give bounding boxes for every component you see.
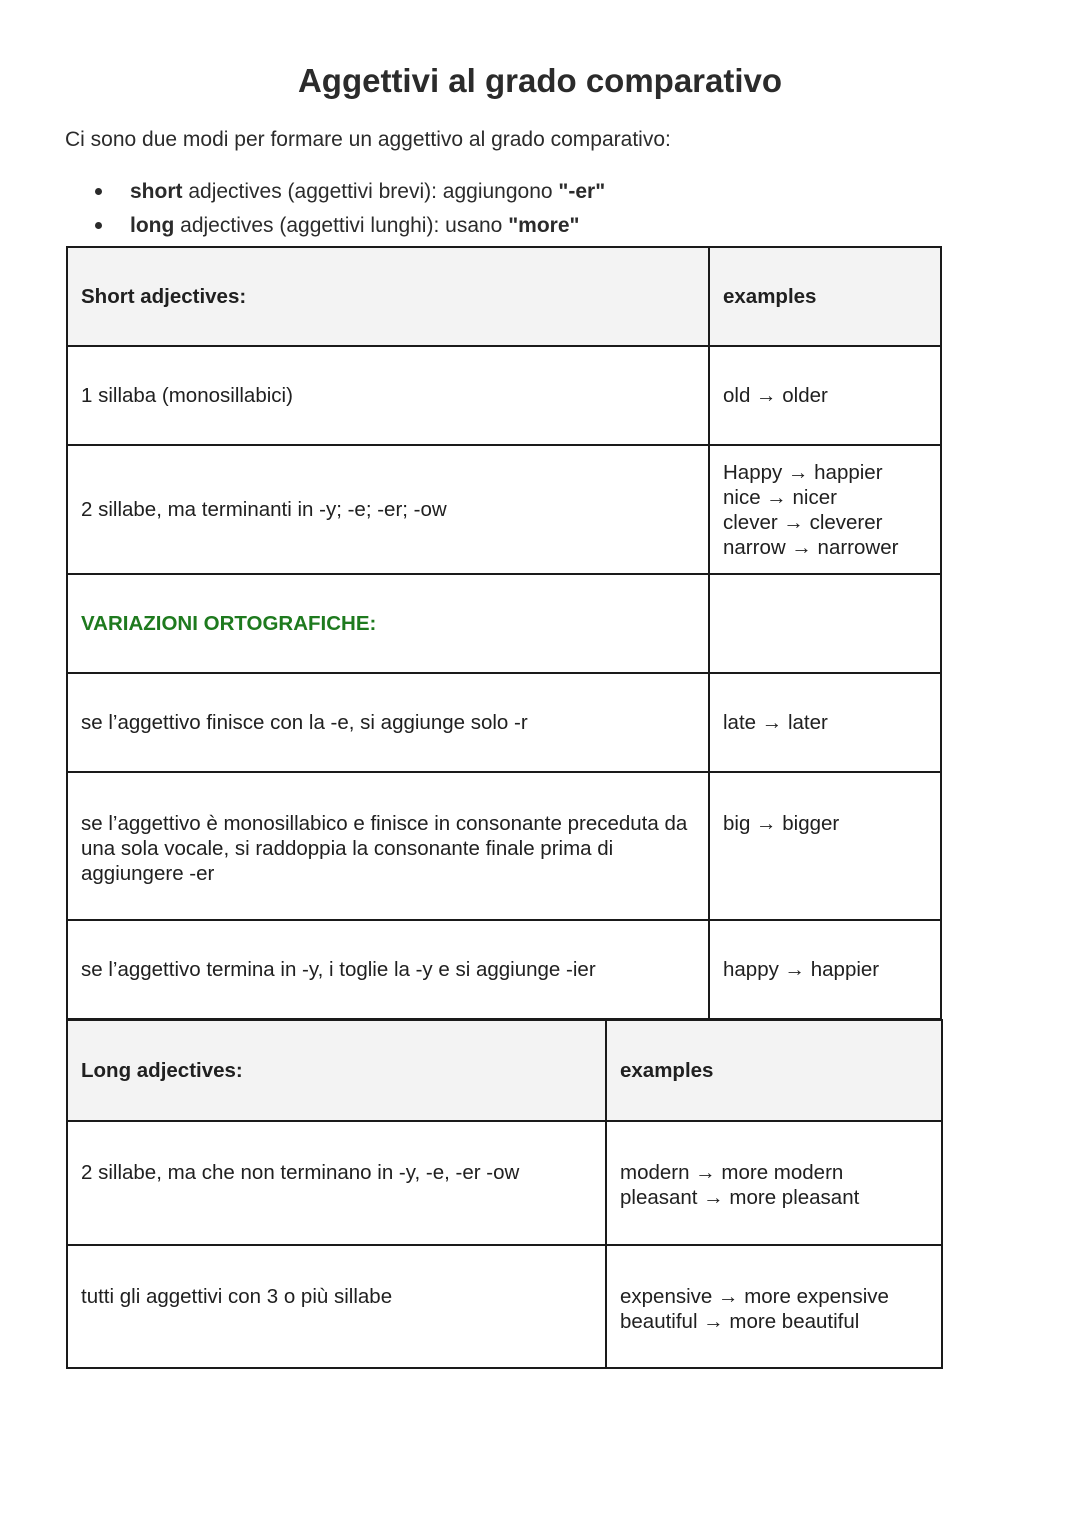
- example-line: expensive → more expensive: [620, 1285, 889, 1308]
- examples-cell: [709, 772, 941, 920]
- example-line: narrow → narrower: [723, 535, 899, 559]
- rule-cell: tutti gli aggettivi con 3 o più sillabe: [67, 1245, 606, 1368]
- bullet-list: [93, 178, 605, 246]
- table-header-row: [67, 1020, 942, 1121]
- example-line: Happy → happier: [723, 460, 883, 484]
- example-line: clever → cleverer: [723, 510, 883, 534]
- rule-cell: se l’aggettivo è monosillabico e finisce in consonante preceduta da una sola vocale, si raddoppia la consonante finale prima di aggiungere -er: [67, 772, 709, 920]
- page-title: Aggettivi al grado comparativo: [297, 62, 783, 99]
- examples-cell: [606, 1245, 942, 1368]
- table-row: [67, 1121, 942, 1245]
- table-header-row: [67, 247, 941, 346]
- bullet-item-long: [93, 212, 605, 246]
- rule-cell: se l’aggettivo termina in -y, i toglie la -y e si aggiunge -ier: [67, 920, 709, 1019]
- bullet-term: long: [130, 214, 175, 237]
- examples-cell: [709, 445, 941, 574]
- header-cell-rule: Long adjectives:: [67, 1020, 606, 1121]
- example-line: late → later: [723, 711, 828, 734]
- bullet-quote: "more": [508, 214, 580, 237]
- rule-cell: 2 sillabe, ma che non terminano in -y, -e, -er -ow: [67, 1121, 606, 1245]
- examples-cell: [709, 920, 941, 1019]
- example-line: nice → nicer: [723, 485, 837, 509]
- example-line: pleasant → more pleasant: [620, 1186, 860, 1209]
- bullet-text: adjectives (aggettivi lunghi): usano: [174, 214, 509, 237]
- example-line: happy → happier: [723, 958, 880, 981]
- examples-cell: [709, 673, 941, 772]
- short-adjectives-table: [66, 246, 942, 1020]
- bullet-item-short: [93, 178, 605, 212]
- table-row: [67, 772, 941, 920]
- table-row-section-heading: [67, 574, 941, 673]
- examples-cell: [606, 1121, 942, 1245]
- bullet-text: adjectives (aggettivi brevi): aggiungono: [182, 180, 559, 203]
- bullet-quote: "-er": [558, 180, 606, 203]
- rule-cell: 2 sillabe, ma terminanti in -y; -e; -er; -ow: [67, 445, 709, 574]
- table-row: [67, 445, 941, 574]
- table-row: [67, 346, 941, 445]
- long-adjectives-table: [66, 1019, 943, 1369]
- examples-cell: [709, 346, 941, 445]
- header-cell-examples: examples: [709, 247, 941, 346]
- bullet-dot-icon: [95, 222, 102, 229]
- example-line: old → older: [723, 384, 828, 407]
- table-row: [67, 673, 941, 772]
- examples-cell-empty: [709, 574, 941, 673]
- section-heading: VARIAZIONI ORTOGRAFICHE:: [67, 574, 709, 673]
- intro-text: Ci sono due modi per formare un aggettivo al grado comparativo:: [65, 128, 671, 151]
- header-cell-examples: examples: [606, 1020, 942, 1121]
- example-line: modern → more modern: [620, 1161, 844, 1184]
- example-line: beautiful → more beautiful: [620, 1310, 860, 1333]
- table-row: [67, 920, 941, 1019]
- table-row: [67, 1245, 942, 1368]
- bullet-term: short: [130, 180, 183, 203]
- rule-cell: 1 sillaba (monosillabici): [67, 346, 709, 445]
- example-line: big → bigger: [723, 812, 840, 835]
- bullet-dot-icon: [95, 188, 102, 195]
- header-cell-rule: Short adjectives:: [67, 247, 709, 346]
- rule-cell: se l’aggettivo finisce con la -e, si aggiunge solo -r: [67, 673, 709, 772]
